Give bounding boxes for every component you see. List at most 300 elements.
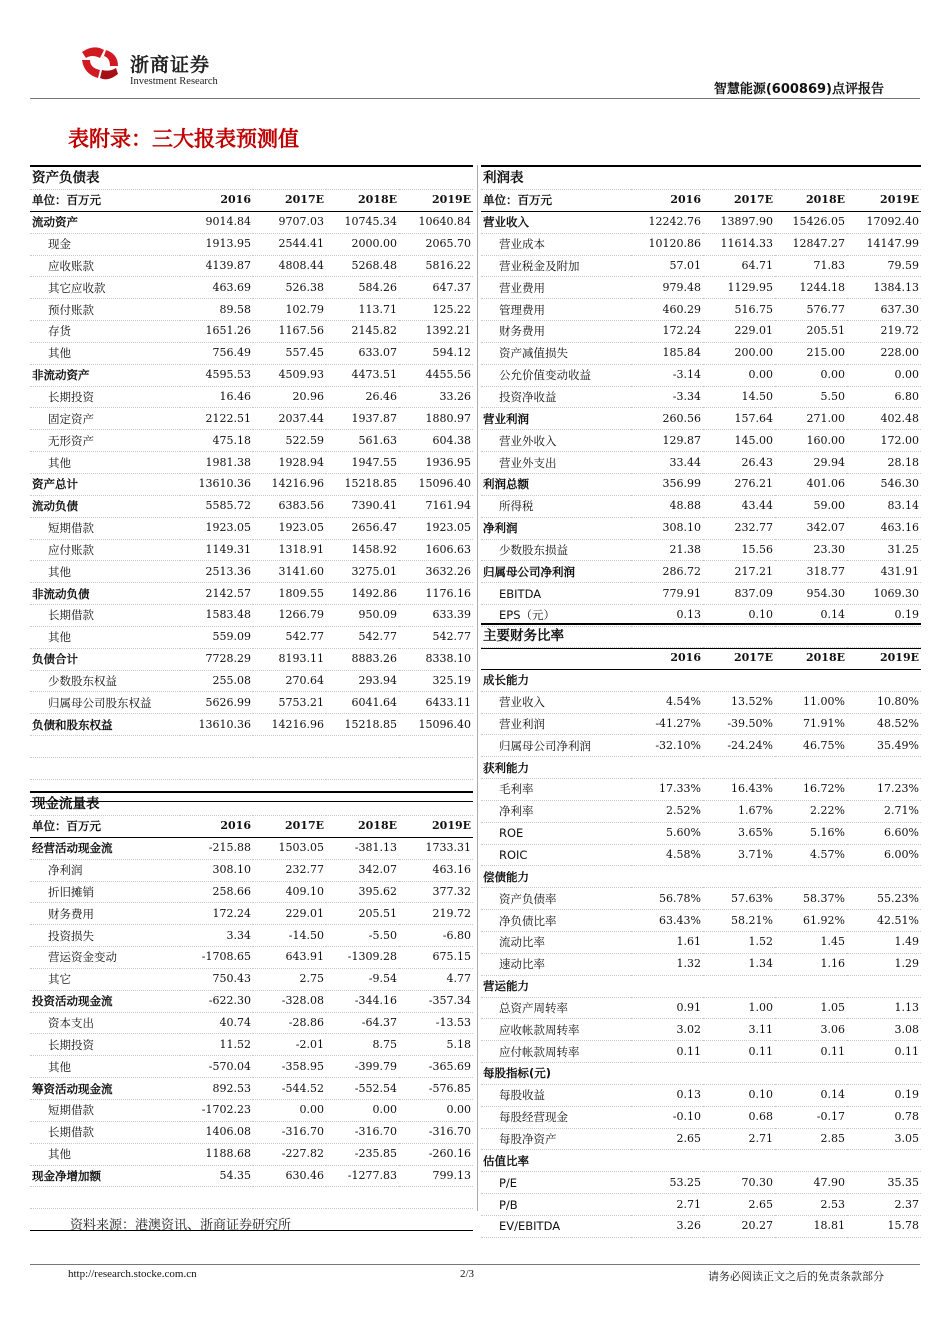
row-value: 837.09: [703, 583, 775, 605]
row-label: 净负债比率: [481, 910, 631, 932]
row-value: 2.71: [703, 1128, 775, 1150]
row-value: -32.10%: [631, 735, 703, 757]
row-label: 投资损失: [30, 925, 180, 947]
table-row: [481, 844, 921, 866]
table-row: [481, 364, 921, 386]
row-value: 1406.08: [180, 1121, 253, 1143]
row-value: 12242.76: [631, 211, 703, 233]
row-value: 377.32: [399, 881, 473, 903]
blank-cell: [326, 757, 399, 779]
row-value: 17.33%: [631, 779, 703, 801]
row-label: 财务费用: [481, 321, 631, 343]
table-row: [30, 233, 473, 255]
row-value: 5268.48: [326, 255, 399, 277]
row-value: 15096.40: [399, 473, 473, 495]
row-label: 其他: [30, 626, 180, 648]
table-row: [30, 473, 473, 495]
row-value: 13610.36: [180, 714, 253, 736]
row-label: 毛利率: [481, 779, 631, 801]
unit-label: 单位：百万元: [30, 190, 180, 212]
row-label: 负债合计: [30, 648, 180, 670]
row-value: 4473.51: [326, 364, 399, 386]
row-value: 1503.05: [253, 837, 326, 859]
row-label: 营运能力: [481, 975, 631, 997]
row-value: -260.16: [399, 1143, 473, 1165]
table-row: [481, 233, 921, 255]
row-value: 594.12: [399, 342, 473, 364]
row-value: 18.81: [775, 1215, 847, 1237]
row-value: 2000.00: [326, 233, 399, 255]
row-value: 125.22: [399, 299, 473, 321]
row-label: 流动比率: [481, 931, 631, 953]
row-value: 1244.18: [775, 277, 847, 299]
row-value: 1392.21: [399, 321, 473, 343]
row-value: -570.04: [180, 1056, 253, 1078]
table-row: [481, 1019, 921, 1041]
row-value: 232.77: [703, 517, 775, 539]
row-value: 293.94: [326, 670, 399, 692]
row-value: 1.45: [775, 931, 847, 953]
row-value: [847, 866, 921, 888]
row-value: 1176.16: [399, 583, 473, 605]
table-row: [481, 757, 921, 779]
blank-cell: [326, 1187, 399, 1209]
table-row: [30, 1121, 473, 1143]
financial-ratios-table: [481, 623, 921, 1238]
row-label: 净利润: [481, 517, 631, 539]
row-label: 应收帐款周转率: [481, 1019, 631, 1041]
table-row: [30, 386, 473, 408]
row-value: 892.53: [180, 1078, 253, 1100]
row-value: -39.50%: [703, 713, 775, 735]
row-value: 55.23%: [847, 888, 921, 910]
table-row: [30, 255, 473, 277]
row-value: 219.72: [847, 321, 921, 343]
row-value: 756.49: [180, 342, 253, 364]
table-row: [30, 859, 473, 881]
row-value: 6.60%: [847, 822, 921, 844]
row-value: 0.10: [703, 1084, 775, 1106]
row-value: 79.59: [847, 255, 921, 277]
row-value: 0.14: [775, 1084, 847, 1106]
row-value: 576.77: [775, 299, 847, 321]
row-label: 预付账款: [30, 299, 180, 321]
row-value: 1.52: [703, 931, 775, 953]
blank-cell: [399, 1187, 473, 1209]
year-header: 2017E: [703, 190, 775, 212]
report-title: 智慧能源(600869)点评报告: [713, 82, 884, 97]
row-value: -227.82: [253, 1143, 326, 1165]
row-value: 6.80: [847, 386, 921, 408]
year-header: 2017E: [703, 648, 775, 670]
row-label: 营业利润: [481, 408, 631, 430]
row-value: 16.72%: [775, 779, 847, 801]
row-value: 5.18: [399, 1034, 473, 1056]
blank-cell: [30, 757, 180, 779]
row-value: 23.30: [775, 539, 847, 561]
row-value: -316.70: [326, 1121, 399, 1143]
row-value: 0.00: [775, 364, 847, 386]
row-value: 15.56: [703, 539, 775, 561]
table-row: [30, 430, 473, 452]
table-row: [481, 1084, 921, 1106]
row-value: 172.24: [180, 903, 253, 925]
brand-subtitle: Investment Research: [130, 76, 218, 87]
row-value: 4.57%: [775, 844, 847, 866]
table-row: [30, 1078, 473, 1100]
row-label: 长期借款: [30, 1121, 180, 1143]
row-value: -1309.28: [326, 947, 399, 969]
row-value: 402.48: [847, 408, 921, 430]
row-value: -24.24%: [703, 735, 775, 757]
row-value: [703, 757, 775, 779]
row-value: 1.61: [631, 931, 703, 953]
financial-ratios-body: [481, 624, 921, 1237]
row-value: 200.00: [703, 342, 775, 364]
row-value: 4509.93: [253, 364, 326, 386]
row-label: 总资产周转率: [481, 997, 631, 1019]
row-value: 229.01: [253, 903, 326, 925]
row-value: 750.43: [180, 968, 253, 990]
table-row: [481, 953, 921, 975]
row-value: 14216.96: [253, 714, 326, 736]
table-row: [30, 903, 473, 925]
row-value: -215.88: [180, 837, 253, 859]
row-value: 1069.30: [847, 583, 921, 605]
row-label: 经营活动现金流: [30, 837, 180, 859]
blank-row: [30, 736, 473, 758]
row-value: -544.52: [253, 1078, 326, 1100]
row-value: 3.71%: [703, 844, 775, 866]
footer-divider: [30, 1264, 920, 1265]
row-value: 29.94: [775, 452, 847, 474]
row-value: 1936.95: [399, 452, 473, 474]
row-value: 5.60%: [631, 822, 703, 844]
row-label: 其他: [30, 1143, 180, 1165]
row-value: -1708.65: [180, 947, 253, 969]
row-value: 17092.40: [847, 211, 921, 233]
row-value: 14147.99: [847, 233, 921, 255]
table-row: [30, 968, 473, 990]
table-row: [30, 692, 473, 714]
year-header: 2019E: [847, 190, 921, 212]
row-label: 公允价值变动收益: [481, 364, 631, 386]
row-value: 71.91%: [775, 713, 847, 735]
table-row: [481, 1215, 921, 1237]
row-value: [631, 1150, 703, 1172]
table-row: [30, 881, 473, 903]
row-value: 205.51: [775, 321, 847, 343]
row-value: 4.77: [399, 968, 473, 990]
row-value: 6433.11: [399, 692, 473, 714]
row-value: 42.51%: [847, 910, 921, 932]
row-value: 1318.91: [253, 539, 326, 561]
row-label: 固定资产: [30, 408, 180, 430]
cash-flow-title: 现金流量表: [30, 792, 473, 816]
row-value: 630.46: [253, 1165, 326, 1187]
row-value: 59.00: [775, 495, 847, 517]
row-label: 成长能力: [481, 669, 631, 691]
row-value: 113.71: [326, 299, 399, 321]
row-value: 21.38: [631, 539, 703, 561]
row-value: 13.52%: [703, 691, 775, 713]
section-title: 表附录：三大报表预测值: [68, 127, 299, 151]
row-value: 0.00: [399, 1099, 473, 1121]
row-value: 584.26: [326, 277, 399, 299]
table-row: [30, 211, 473, 233]
row-value: 1923.05: [399, 517, 473, 539]
row-value: 7390.41: [326, 495, 399, 517]
row-value: 2.65: [631, 1128, 703, 1150]
table-row: [30, 1056, 473, 1078]
row-value: 286.72: [631, 561, 703, 583]
row-value: [775, 866, 847, 888]
row-value: 40.74: [180, 1012, 253, 1034]
row-value: 8338.10: [399, 648, 473, 670]
row-value: 26.46: [326, 386, 399, 408]
year-header: 2018E: [775, 190, 847, 212]
table-row: [30, 670, 473, 692]
row-label: 速动比率: [481, 953, 631, 975]
row-label: 其它应收款: [30, 277, 180, 299]
row-value: -3.34: [631, 386, 703, 408]
row-value: -3.14: [631, 364, 703, 386]
row-value: 1266.79: [253, 605, 326, 627]
row-value: 1492.86: [326, 583, 399, 605]
row-value: 0.11: [631, 1041, 703, 1063]
row-value: [703, 866, 775, 888]
year-header: 2016: [180, 816, 253, 838]
row-label: 应付帐款周转率: [481, 1041, 631, 1063]
row-value: 1928.94: [253, 452, 326, 474]
row-label: 所得税: [481, 495, 631, 517]
row-value: 3141.60: [253, 561, 326, 583]
row-value: 1.13: [847, 997, 921, 1019]
row-value: [703, 1063, 775, 1085]
unit-label: 单位：百万元: [481, 190, 631, 212]
row-value: 1.05: [775, 997, 847, 1019]
row-value: -1277.83: [326, 1165, 399, 1187]
row-value: 3.11: [703, 1019, 775, 1041]
table-row: [481, 408, 921, 430]
row-value: 0.10: [703, 605, 775, 627]
row-value: 11614.33: [703, 233, 775, 255]
row-value: 3.26: [631, 1215, 703, 1237]
row-label: 现金: [30, 233, 180, 255]
row-label: ROE: [481, 822, 631, 844]
row-value: 9707.03: [253, 211, 326, 233]
row-value: 0.13: [631, 1084, 703, 1106]
table-row: [481, 779, 921, 801]
row-value: 5.50: [775, 386, 847, 408]
table-row: [481, 975, 921, 997]
row-value: 950.09: [326, 605, 399, 627]
row-label: 其它: [30, 968, 180, 990]
row-value: 271.00: [775, 408, 847, 430]
row-label: 投资活动现金流: [30, 990, 180, 1012]
row-value: -381.13: [326, 837, 399, 859]
table-row: [481, 473, 921, 495]
row-value: 11.00%: [775, 691, 847, 713]
row-value: -64.37: [326, 1012, 399, 1034]
row-value: 33.44: [631, 452, 703, 474]
table-row: [481, 931, 921, 953]
year-header: 2018E: [775, 648, 847, 670]
row-value: 542.77: [326, 626, 399, 648]
blank-cell: [326, 736, 399, 758]
row-value: 4455.56: [399, 364, 473, 386]
row-value: 0.00: [253, 1099, 326, 1121]
row-value: 954.30: [775, 583, 847, 605]
row-value: 2037.44: [253, 408, 326, 430]
row-label: ROIC: [481, 844, 631, 866]
table-row: [30, 605, 473, 627]
row-value: 2142.57: [180, 583, 253, 605]
row-label: 营业利润: [481, 713, 631, 735]
row-value: 0.91: [631, 997, 703, 1019]
row-value: 2065.70: [399, 233, 473, 255]
row-value: 16.43%: [703, 779, 775, 801]
row-label: 其他: [30, 1056, 180, 1078]
row-value: 2656.47: [326, 517, 399, 539]
table-row: [481, 561, 921, 583]
row-value: 20.96: [253, 386, 326, 408]
row-value: -316.70: [253, 1121, 326, 1143]
year-header: 2018E: [326, 190, 399, 212]
row-label: 应收账款: [30, 255, 180, 277]
row-value: 2513.36: [180, 561, 253, 583]
row-value: -2.01: [253, 1034, 326, 1056]
row-value: 6.00%: [847, 844, 921, 866]
row-value: 15426.05: [775, 211, 847, 233]
year-header: 2016: [631, 190, 703, 212]
table-row: [30, 1034, 473, 1056]
row-value: [847, 1150, 921, 1172]
row-label: 估值比率: [481, 1150, 631, 1172]
unit-label: 单位：百万元: [30, 816, 180, 838]
table-row: [30, 1099, 473, 1121]
row-value: 13897.90: [703, 211, 775, 233]
row-value: 1458.92: [326, 539, 399, 561]
row-value: 342.07: [326, 859, 399, 881]
row-label: 长期借款: [30, 605, 180, 627]
row-value: 463.16: [847, 517, 921, 539]
table-row: [481, 277, 921, 299]
row-label: 流动资产: [30, 211, 180, 233]
row-value: 83.14: [847, 495, 921, 517]
financial-ratios-title: 主要财务比率: [481, 624, 921, 648]
row-value: 356.99: [631, 473, 703, 495]
row-value: 53.25: [631, 1172, 703, 1194]
row-value: 1809.55: [253, 583, 326, 605]
row-value: -6.80: [399, 925, 473, 947]
row-label: 营运资金变动: [30, 947, 180, 969]
row-label: 资产总计: [30, 473, 180, 495]
row-value: 4808.44: [253, 255, 326, 277]
row-value: -316.70: [399, 1121, 473, 1143]
row-value: 258.66: [180, 881, 253, 903]
row-value: 2145.82: [326, 321, 399, 343]
blank-cell: [399, 757, 473, 779]
row-label: 营业外支出: [481, 452, 631, 474]
row-label: 管理费用: [481, 299, 631, 321]
year-header: 2018E: [326, 816, 399, 838]
table-row: [30, 495, 473, 517]
row-value: 1913.95: [180, 233, 253, 255]
source-note: 资料来源：港澳资讯、浙商证券研究所: [70, 1218, 292, 1233]
row-label: 少数股东损益: [481, 539, 631, 561]
row-value: 526.38: [253, 277, 326, 299]
table-row: [30, 408, 473, 430]
row-value: 633.07: [326, 342, 399, 364]
row-value: 463.69: [180, 277, 253, 299]
row-value: -344.16: [326, 990, 399, 1012]
row-value: 35.49%: [847, 735, 921, 757]
table-row: [481, 495, 921, 517]
blank-cell: [30, 1187, 180, 1209]
blank-cell: [253, 736, 326, 758]
table-row: [481, 452, 921, 474]
balance-sheet-body: [30, 166, 473, 801]
row-value: -622.30: [180, 990, 253, 1012]
company-logo: [78, 44, 122, 82]
row-value: -28.86: [253, 1012, 326, 1034]
row-value: 129.87: [631, 430, 703, 452]
row-label: 资本支出: [30, 1012, 180, 1034]
row-value: [631, 975, 703, 997]
row-value: 31.25: [847, 539, 921, 561]
row-value: 185.84: [631, 342, 703, 364]
row-value: 43.44: [703, 495, 775, 517]
row-label: 归属母公司股东权益: [30, 692, 180, 714]
row-value: 542.77: [253, 626, 326, 648]
row-label: 流动负债: [30, 495, 180, 517]
row-label: P/E: [481, 1172, 631, 1194]
row-value: 675.15: [399, 947, 473, 969]
row-value: 28.18: [847, 452, 921, 474]
row-value: 217.21: [703, 561, 775, 583]
year-header: 2019E: [399, 190, 473, 212]
table-row: [30, 1165, 473, 1187]
row-value: [631, 866, 703, 888]
table-row: [481, 866, 921, 888]
row-label: 短期借款: [30, 1099, 180, 1121]
row-value: -9.54: [326, 968, 399, 990]
blank-cell: [399, 736, 473, 758]
table-row: [481, 735, 921, 757]
row-value: 431.91: [847, 561, 921, 583]
row-value: 255.08: [180, 670, 253, 692]
row-value: -5.50: [326, 925, 399, 947]
row-value: 229.01: [703, 321, 775, 343]
table-row: [481, 822, 921, 844]
table-row: [481, 255, 921, 277]
row-value: 475.18: [180, 430, 253, 452]
row-value: 1.67%: [703, 800, 775, 822]
row-value: 516.75: [703, 299, 775, 321]
row-value: 0.13: [631, 605, 703, 627]
income-statement-body: [481, 166, 921, 648]
row-value: 401.06: [775, 473, 847, 495]
row-value: 2122.51: [180, 408, 253, 430]
row-value: 228.00: [847, 342, 921, 364]
footer-url[interactable]: http://research.stocke.com.cn: [68, 1268, 197, 1280]
balance-sheet-table: [30, 165, 473, 802]
row-value: 460.29: [631, 299, 703, 321]
table-row: [481, 386, 921, 408]
blank-row: [30, 1187, 473, 1209]
row-value: 979.48: [631, 277, 703, 299]
